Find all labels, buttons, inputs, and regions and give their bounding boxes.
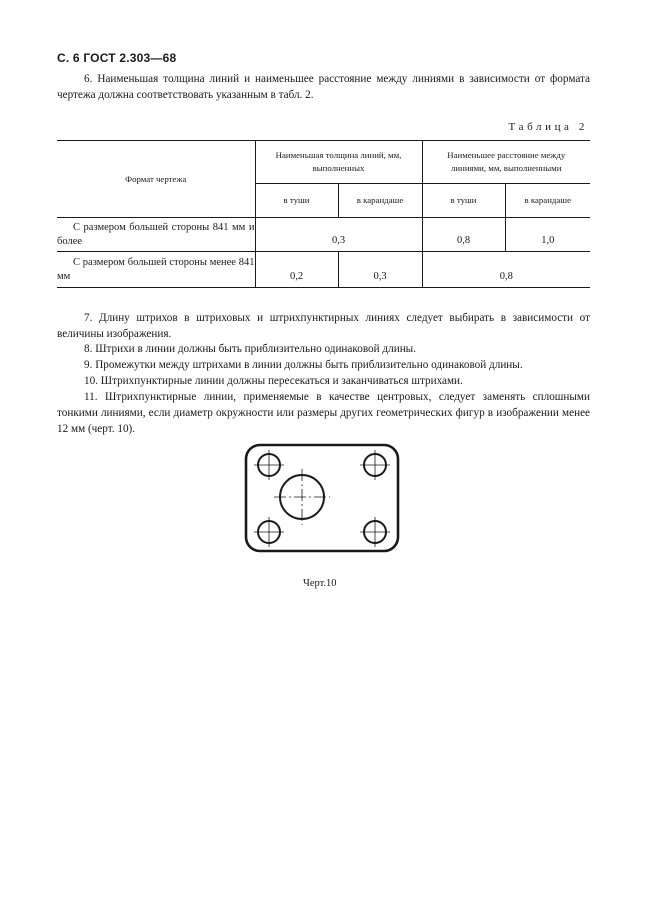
table-row — [57, 252, 590, 288]
hole-top-right — [360, 450, 390, 480]
paragraph-7: 7. Длину штрихов в штриховых и штрихпунктирных линиях следует выбирать в зависимости от величины изображения. — [57, 312, 590, 340]
row-value: 0,8 — [422, 252, 590, 288]
subheader-thickness-ink: в туши — [255, 184, 338, 218]
paragraph-10: 10. Штрихпунктирные линии должны пересекаться и заканчиваться штрихами. — [84, 375, 463, 387]
table-row — [57, 218, 590, 252]
hole-center-large — [274, 469, 330, 525]
subheader-distance-ink: в туши — [422, 184, 505, 218]
hole-top-left — [254, 450, 284, 480]
row-value: 0,3 — [338, 252, 422, 288]
row-label: С размером большей стороны 841 мм и более — [57, 218, 255, 252]
row-value: 1,0 — [505, 218, 590, 252]
row-value: 0,3 — [255, 218, 422, 252]
plate-with-holes-drawing — [240, 440, 404, 556]
page-header: С. 6 ГОСТ 2.303—68 — [57, 51, 177, 65]
row-value: 0,8 — [422, 218, 505, 252]
paragraph-6: 6. Наименьшая толщина линий и наименьшее расстояние между линиями в зависимости от формата чертежа должна соответствовать указанным в табл. 2. — [57, 73, 590, 101]
row-label: С размером большей стороны менее 841 мм — [57, 256, 255, 282]
paragraph-9: 9. Промежутки между штрихами в линии должны быть приблизительно одинаковой длины. — [84, 359, 523, 371]
subheader-distance-pencil: в карандаше — [505, 184, 590, 218]
figure-caption: Черт.10 — [303, 578, 337, 589]
header-format: Формат чертежа — [57, 141, 255, 218]
paragraph-8: 8. Штрихи в линии должны быть приблизительно одинаковой длины. — [84, 343, 416, 355]
row-value: 0,2 — [255, 252, 338, 288]
drawing-10 — [240, 440, 404, 556]
header-thickness: Наименьшая толщина линий, мм, выполненных — [255, 141, 422, 184]
table-caption: Таблица 2 — [508, 121, 588, 133]
subheader-thickness-pencil: в карандаше — [338, 184, 422, 218]
hole-bottom-right — [360, 517, 390, 547]
table-2 — [57, 140, 590, 288]
paragraph-11: 11. Штрихпунктирные линии, применяемые в качестве центровых, следует заменять сплошными тонкими линиями, если диаметр окружности или размеры других геометрических фигур в изображении менее 12 мм (черт. 10). — [57, 391, 590, 435]
header-distance: Наименьшее расстояние между линиями, мм, выполненными — [422, 141, 590, 184]
hole-bottom-left — [254, 517, 284, 547]
